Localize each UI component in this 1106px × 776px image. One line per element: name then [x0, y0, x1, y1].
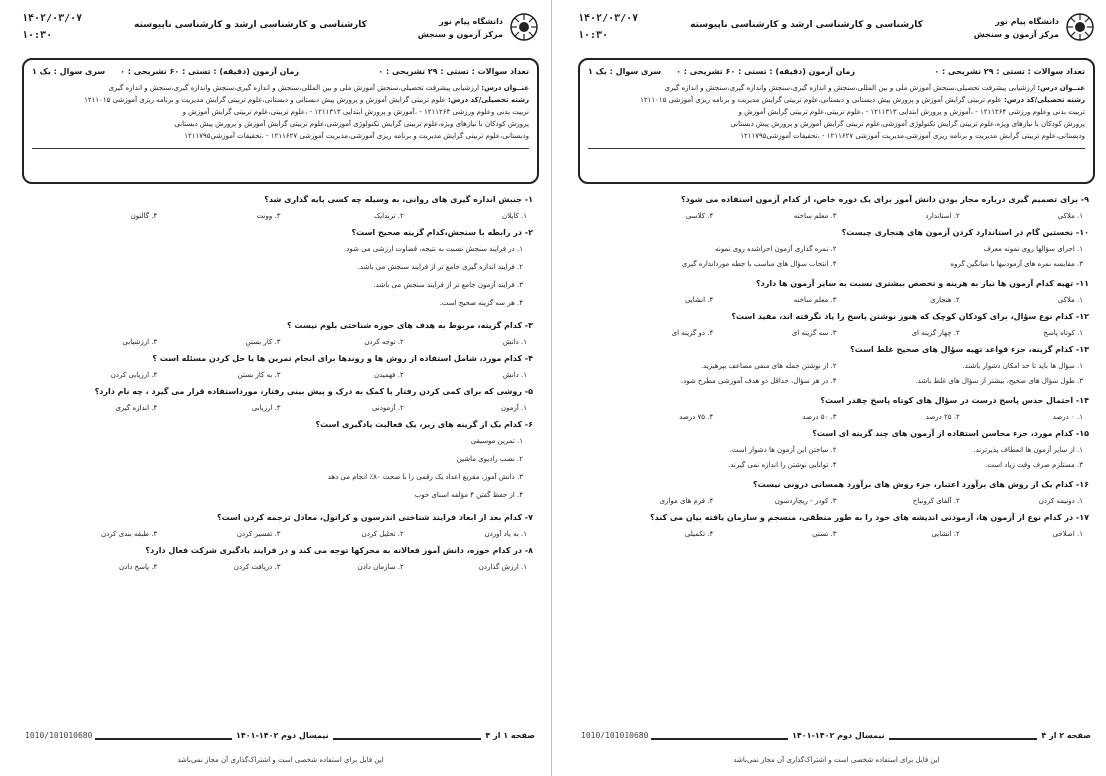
question-item: [584, 478, 1089, 507]
answer-option: ۲. ترندایک: [373, 212, 404, 220]
answer-options: [28, 435, 533, 507]
question-stem: ۸- در کدام حوزه، دانش آموز فعالانه به محرکها توجه می کند و در فرایند یادگیری شرکت فعال دارد؟: [145, 546, 533, 555]
answer-option: ۳. طول سؤال های صحیح، بیشتر از سؤال های غلط باشد.: [915, 377, 1083, 385]
answer-option: ۱. ارزش گذاردن: [478, 563, 527, 571]
course-label: عنــوان درس:: [1037, 84, 1085, 92]
answer-options: [584, 294, 1089, 306]
answer-option: ۱. تمرین موسیقی: [470, 437, 523, 445]
copyright-notice: این فایل برای استفاده شخصی است و اشتراک‌گذاری آن مجاز نمی‌باشد: [733, 756, 940, 764]
question-item: [584, 511, 1089, 540]
field-value-3: پرورش کودکان با نیازهای ویژه،علوم تربیتی گرایش تکنولوژی آموزشی،علوم تربیتی گرایش آموزش و پرورش پیش دبستانی: [730, 120, 1085, 128]
answer-option: ۱. سؤال ها باید تا حد امکان دشوار باشند.: [962, 362, 1083, 370]
answer-option: ۱. دونیمه کردن: [1038, 497, 1083, 505]
info-separator: [588, 148, 1085, 149]
answer-options: [584, 444, 1089, 474]
answer-option: ۲. استاندارد: [925, 212, 960, 220]
answer-options: [584, 210, 1089, 222]
answer-option: ۴. ارزیابی کردن: [110, 371, 158, 379]
question-item: [28, 319, 533, 348]
field-label: رشته تحصیلی/کد درس:: [1003, 96, 1085, 104]
question-series: سری سوال : یک ۱: [588, 67, 662, 76]
field-value-4: ودبستانی،علوم تربیتی گرایش مدیریت و برنامه ریزی آموزشی،مدیریت آموزشی ۱۲۱۱۶۲۷ - ،تحقیقات آموزشی۱۲۱۱۷۹۵: [740, 132, 1085, 140]
question-count: تعداد سوالات : تستی : ۲۹ تشریحی : ۰: [378, 67, 529, 76]
answer-option: ۴. ارزشیابی: [122, 338, 158, 346]
answer-option: ۳. وونت: [256, 212, 281, 220]
question-item: [28, 193, 533, 222]
question-item: [584, 226, 1089, 273]
answer-option: ۱. ملاکی: [1057, 212, 1083, 220]
exam-code: 1010/101010680: [578, 731, 651, 740]
question-item: [28, 418, 533, 507]
answer-option: ۲. توجه کردن: [364, 338, 404, 346]
answer-option: ۴. توانایی نوشتن را اندازه نمی گیرند.: [728, 461, 837, 469]
field-value-2: تربیت بدنی وعلوم ورزشی ۱۲۱۱۲۶۴ - ،آموزش و پرورش ابتدایی ۱۲۱۱۳۱۳ - ،علوم تربیتی،علوم تربیتی گرایش آموزش و: [182, 108, 529, 116]
answer-options: [584, 495, 1089, 507]
question-item: [28, 385, 533, 414]
answer-options: [28, 210, 533, 222]
exam-center-name: مرکز آزمون و سنجش: [417, 30, 503, 39]
course-label: عنــوان درس:: [481, 84, 529, 92]
answer-option: ۲. ساختن این آزمون ها دشوار است.: [729, 446, 837, 454]
course-title-line: [32, 82, 529, 94]
question-list: [584, 193, 1089, 736]
question-stem: ۳- کدام گزینه، مربوط به هدف های حوزه شناختی بلوم نیست ؟: [286, 321, 533, 330]
page-number: صفحه ۱ از ۴: [481, 731, 539, 740]
answer-options: [28, 561, 533, 573]
page-footer: [22, 731, 539, 754]
answer-option: ۲. تحلیل کردن: [361, 530, 404, 538]
answer-option: ۲. نصب رادیوی ماشین: [456, 455, 523, 463]
course-title-line: [588, 82, 1085, 94]
answer-options: [28, 243, 533, 315]
university-logo: [379, 12, 539, 46]
exam-code: 1010/101010680: [22, 731, 95, 740]
answer-option: ۱. اجرای سؤالها روی نمونه معرف: [983, 245, 1083, 253]
question-stem: ۱۱- تهیه کدام آزمون ها نیاز به هزینه و تخصص بیشتری نسبت به سایر آزمون ها دارد؟: [755, 279, 1089, 288]
answer-option: ۳. کودر - ریچاردسون: [774, 497, 837, 505]
question-item: [584, 427, 1089, 474]
answer-option: ۱. در فرایند سنجش نسبت به نتیجه، قضاوت ارزشی می شود.: [344, 245, 523, 253]
exam-term: نیمسال دوم ۱۴۰۲-۱۴۰۱: [788, 731, 889, 740]
field-label: رشته تحصیلی/کد درس:: [447, 96, 529, 104]
info-separator: [32, 148, 529, 149]
question-series: سری سوال : یک ۱: [32, 67, 106, 76]
page-header: [578, 10, 1095, 50]
page-footer: [578, 731, 1095, 754]
copyright-notice: این فایل برای استفاده شخصی است و اشتراک‌گذاری آن مجاز نمی‌باشد: [177, 756, 384, 764]
answer-option: ۳. دانش آموز، مقریع اعداد یک رقمی را با صحت ۸۰٪ انجام می دهد: [327, 473, 523, 481]
question-stem: ۱۲- کدام نوع سؤال، برای کودکان کوچک که هنوز نوشتن پاسخ را یاد نگرفته اند، مفید است؟: [731, 312, 1089, 321]
field-line: [588, 94, 1085, 106]
university-name: دانشگاه پیام نور: [439, 17, 503, 26]
answer-option: ۴. گالتون: [130, 212, 158, 220]
answer-option: ۳. کار بستن: [245, 338, 281, 346]
question-item: [584, 343, 1089, 390]
answer-option: ۴. در هر سؤال، حداقل دو هدف آموزشی مطرح شود.: [680, 377, 837, 385]
field-line: [32, 94, 529, 106]
question-item: [28, 511, 533, 540]
answer-option: ۲. چهار گزینه ای: [911, 329, 960, 337]
question-stem: ۱۷- در کدام نوع از آزمون ها، آزمودنی اندیشه های خود را به طور منطقی، منسجم و سازمان یافته بیان می کند؟: [650, 513, 1089, 522]
exam-info-box: [22, 58, 539, 184]
time-allowed: زمان آزمون (دقیقه) : تستی : ۶۰ تشریحی : ۰: [120, 67, 299, 76]
exam-date: ۱۴۰۲/۰۳/۰۷: [22, 13, 83, 24]
page-number: صفحه ۲ از ۴: [1037, 731, 1095, 740]
exam-info-summary: [32, 66, 529, 82]
question-stem: ۹- برای تصمیم گیری درباره مجاز بودن دانش آموز برای یک دوره خاص، از کدام آزمون استفاده می شود؟: [681, 195, 1089, 204]
question-list: [28, 193, 533, 736]
university-name-block: [418, 15, 503, 41]
question-stem: ۶- کدام یک از گزینه های زیر، یک فعالیت یادگیری است؟: [315, 420, 533, 429]
question-stem: ۱۵- کدام مورد، جزء محاسن استفاده از آزمون های چند گزینه ای است؟: [812, 429, 1089, 438]
answer-option: ۱. ۰ درصد: [1052, 413, 1083, 421]
question-item: [584, 394, 1089, 423]
exam-level-title: کارشناسی و کارشناسی ارشد و کارشناسی ناپیوسته: [134, 20, 367, 30]
answer-option: ۳. سه گزینه ای: [791, 329, 837, 337]
exam-term: نیمسال دوم ۱۴۰۲-۱۴۰۱: [232, 731, 333, 740]
answer-option: ۴. پاسخ دادن: [119, 563, 158, 571]
question-stem: ۱۶- کدام یک از روش های برآورد اعتبار، جزء روش های برآورد همسانی درونی نیست؟: [753, 480, 1089, 489]
answer-option: ۳. معلم ساخته: [793, 212, 837, 220]
answer-option: ۳. مقایسه نمره های آزمودنیها با میانگین گروه: [950, 260, 1083, 268]
question-stem: ۷- کدام بعد از ابعاد فرایند شناختی اندرسون و کراتول، معادل ترجمه کردن است؟: [216, 513, 533, 522]
university-emblem-icon: [509, 12, 539, 42]
answer-option: ۴. هر سه گزینه صحیح است.: [439, 299, 523, 307]
answer-option: ۲. انشایی: [931, 530, 960, 538]
answer-option: ۴. طبقه بندی کردن: [100, 530, 158, 538]
university-emblem-icon: [1065, 12, 1095, 42]
question-stem: ۱۳- کدام گزینه، جزء قواعد تهیه سؤال های صحیح غلط است؟: [850, 345, 1089, 354]
answer-option: ۲. فهمیدن: [373, 371, 404, 379]
answer-option: ۳. دریافت کردن: [233, 563, 281, 571]
question-count: تعداد سوالات : تستی : ۲۹ تشریحی : ۰: [934, 67, 1085, 76]
answer-option: ۳. مستلزم صرف وقت زیاد است.: [985, 461, 1083, 469]
exam-level-title: کارشناسی و کارشناسی ارشد و کارشناسی ناپیوسته: [690, 20, 923, 30]
answer-option: ۴. انتخاب سؤال های مناسب با جطه موردانداره گیری: [681, 260, 837, 268]
answer-option: ۳. به کار بستن: [237, 371, 281, 379]
answer-options: [584, 528, 1089, 540]
answer-option: ۴. از حفظ گفتن ۴ مؤلفه اسنای حوب: [414, 491, 523, 499]
answer-option: ۳. ۵۰ درصد: [802, 413, 837, 421]
question-item: [28, 352, 533, 381]
answer-options: [584, 360, 1089, 390]
answer-option: ۴. تکمیلی: [684, 530, 714, 538]
question-stem: ۵- روشی که برای کمی کردن رفتار یا کمک به درک و پیش بینی رفتار، مورداستفاده قرار می گیرد ، چه نام دارد؟: [94, 387, 533, 396]
answer-option: ۲. آلفای کرونباخ: [912, 497, 960, 505]
question-stem: ۲- در رابطه با سنجش،کدام گزینه صحیح است؟: [351, 228, 533, 237]
answer-options: [28, 528, 533, 540]
field-value-1: علوم تربیتی گرایش آموزش و پرورش پیش دبستانی و دبستانی،علوم تربیتی گرایش مدیریت و برنامه ریزی آموزشی ۱۲۱۱۰۱۵: [84, 96, 446, 104]
answer-option: ۱. کوتاه پاسخ: [1043, 329, 1083, 337]
question-item: [584, 277, 1089, 306]
answer-option: ۳. تفسیر کردن: [236, 530, 281, 538]
answer-option: ۴. انشایی: [684, 296, 714, 304]
question-item: [28, 544, 533, 573]
answer-option: ۲. از نوشتن جمله های منفی مضاعف بپرهیزید.: [700, 362, 837, 370]
question-stem: ۱۴- احتمال حدس پاسخ درست در سؤال های کوتاه پاسخ چقدر است؟: [820, 396, 1089, 405]
answer-option: ۲. سازمان دادن: [357, 563, 404, 571]
answer-options: [28, 402, 533, 414]
answer-option: ۲. ۲۵ درصد: [925, 413, 960, 421]
question-stem: ۴- کدام مورد، شامل استفاده از روش ها و روندها برای انجام تمرین ها یا حل کردن مسئله است ؟: [152, 354, 533, 363]
answer-option: ۲. آزمودنی: [371, 404, 404, 412]
page-divider: [551, 0, 552, 776]
answer-option: ۳. معلم ساخته: [793, 296, 837, 304]
answer-option: ۳. فرایند آزمون جامع تر از فرایند سنجش می باشد.: [373, 281, 523, 289]
answer-option: ۱. اصلاحی: [1052, 530, 1083, 538]
question-stem: ۱۰- نخستین گام در استاندارد کردن آزمون های هنجاری چیست؟: [841, 228, 1089, 237]
answer-option: ۴. فرم های موازی: [659, 497, 714, 505]
answer-options: [28, 369, 533, 381]
answer-option: ۴. ۷۵ درصد: [679, 413, 714, 421]
university-name-block: [974, 15, 1059, 41]
answer-option: ۳. ارزیابی: [251, 404, 281, 412]
course-value: ارزشیابی پیشرفت تحصیلی،سنجش آموزش ملی و بین المللی،سنجش و اندازه گیری،سنجش واندازه گیری،سنجش و اندازه گیری: [108, 84, 480, 92]
field-value-2: تربیت بدنی وعلوم ورزشی ۱۲۱۱۲۶۴ - ،آموزش و پرورش ابتدایی ۱۲۱۱۳۱۳ - ،علوم تربیتی،علوم تربیتی گرایش آموزش و: [738, 108, 1085, 116]
answer-option: ۳. تستی: [812, 530, 837, 538]
question-item: [584, 193, 1089, 222]
exam-info-box: [578, 58, 1095, 184]
university-name: دانشگاه پیام نور: [995, 17, 1059, 26]
answer-option: ۱. ملاکی: [1057, 296, 1083, 304]
answer-option: ۱. آزمون: [500, 404, 527, 412]
exam-time: ۱۰:۳۰: [578, 30, 609, 41]
answer-options: [28, 336, 533, 348]
exam-date: ۱۴۰۲/۰۳/۰۷: [578, 13, 639, 24]
field-value-4: ودبستانی،علوم تربیتی گرایش مدیریت و برنامه ریزی آموزشی،مدیریت آموزشی ۱۲۱۱۶۲۷ - ،تحقیقات آموزشی۱۲۱۱۷۹۵: [184, 132, 529, 140]
answer-option: ۱. دانش: [502, 338, 527, 346]
answer-option: ۲. نمره گذاری آزمون اجراشده روی نمونه: [715, 245, 837, 253]
answer-option: ۲. فرایند اندازه گیری جامع تر از فرایند سنجش می باشد.: [357, 263, 523, 271]
exam-date-time: [578, 10, 638, 44]
exam-page-1: [10, 0, 551, 776]
answer-option: ۲. هنجاری: [930, 296, 960, 304]
answer-option: ۴. اندازه گیری: [115, 404, 158, 412]
answer-option: ۱. از سایر آزمون ها انعطاف پذیرترند.: [973, 446, 1083, 454]
answer-options: [584, 243, 1089, 273]
university-logo: [935, 12, 1095, 46]
question-item: [28, 226, 533, 315]
field-value-1: علوم تربیتی گرایش آموزش و پرورش پیش دبستانی و دبستانی،علوم تربیتی گرایش مدیریت و برنامه ریزی آموزشی ۱۲۱۱۰۱۵: [640, 96, 1002, 104]
time-allowed: زمان آزمون (دقیقه) : تستی : ۶۰ تشریحی : ۰: [676, 67, 855, 76]
answer-option: ۴. دو گزینه ای: [671, 329, 714, 337]
field-value-3: پرورش کودکان با نیازهای ویژه،علوم تربیتی گرایش تکنولوژی آموزشی،علوم تربیتی گرایش آموزش و پرورش پیش دبستانی: [174, 120, 529, 128]
answer-option: ۴. کلاسی: [685, 212, 714, 220]
exam-date-time: [22, 10, 82, 44]
page-header: [22, 10, 539, 50]
answer-option: ۱. دانش: [502, 371, 527, 379]
answer-options: [584, 327, 1089, 339]
answer-option: ۱. کاپلان: [502, 212, 527, 220]
exam-time: ۱۰:۳۰: [22, 30, 53, 41]
exam-center-name: مرکز آزمون و سنجش: [973, 30, 1059, 39]
course-value: ارزشیابی پیشرفت تحصیلی،سنجش آموزش ملی و بین المللی،سنجش و اندازه گیری،سنجش واندازه گیری،سنجش و اندازه گیری: [664, 84, 1036, 92]
exam-info-summary: [588, 66, 1085, 82]
exam-page-2: [566, 0, 1106, 776]
answer-option: ۱. به یاد آوردن: [484, 530, 527, 538]
question-stem: ۱- جنبش اندازه گیری های روانی، به وسیله چه کسی پایه گذاری شد؟: [264, 195, 533, 204]
answer-options: [584, 411, 1089, 423]
question-item: [584, 310, 1089, 339]
